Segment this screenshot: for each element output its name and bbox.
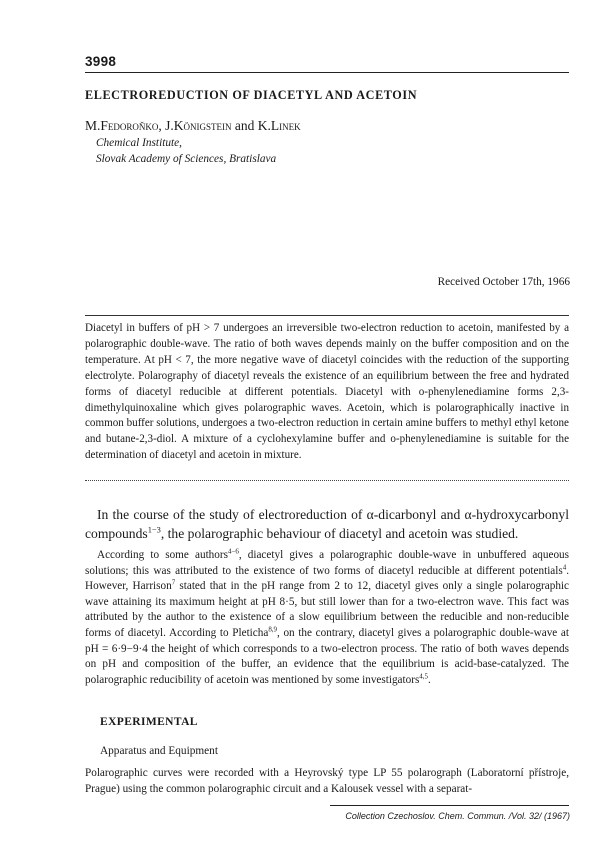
footer-rule [330,805,569,806]
author-list [85,118,301,134]
received-date: Received October 17th, 1966 [437,276,570,288]
citation-ref: 1−3 [147,523,161,534]
body-text: . However, Harrison [85,564,569,593]
citation-ref: 4,5 [419,672,428,681]
author-2-initial: J. [165,118,174,133]
author-3-initial: K. [257,118,271,133]
affiliation-academy: Slovak Academy of Sciences, Bratislava [96,153,277,165]
author-2-name: Königstein [173,118,232,133]
citation-ref: 8,9 [268,625,277,634]
journal-citation: Collection Czechoslov. Chem. Commun. /Vol. 32/ (1967) [345,811,570,821]
experimental-paragraph: Polarographic curves were recorded with a Heyrovský type LP 55 polarograph (Laboratorní přístroje, Prague) using the common polarographic circuit and a Kalousek vessel with a separat- [85,767,569,795]
author-1-initial: M. [85,118,101,133]
affiliation-institute: Chemical Institute, [96,137,182,149]
article-title: ELECTROREDUCTION OF DIACETYL AND ACETOIN [85,88,418,102]
author-3-name: Linek [270,118,301,133]
page-number: 3998 [85,54,117,69]
body-paragraph [85,548,569,688]
body-text: stated that in the pH range from 2 to 12, diacetyl gives only a single polarographic wave attaining its maximum height at pH 8·5, but still lower than for a two-electron wave. This fact was attributed by the author to the existence of a slow equilibrium between the reducible and non-reducible forms of diacetyl. According to Pleticha [85,580,570,639]
intro-text: , the polarographic behaviour of diacetyl and acetoin was studied. [160,525,519,541]
author-separator: and [231,118,258,133]
abstract-top-rule [85,315,569,316]
intro-paragraph [85,506,569,543]
body-text: . [427,673,431,686]
body-text: , diacetyl gives a polarographic double-wave in unbuffered aqueous solutions; this was attributed to the existence of two forms of diacetyl reducible at different potentials [85,549,569,577]
citation-ref: 7 [171,578,176,587]
citation-ref: 4 [562,562,567,571]
abstract-bottom-rule [85,480,569,481]
section-heading: EXPERIMENTAL [100,716,198,728]
body-text: According to some authors [97,549,228,561]
author-1-name: Fedoroňko [100,118,159,133]
header-rule [85,72,569,73]
subsection-heading: Apparatus and Equipment [100,745,218,757]
intro-text: In the course of the study of electroreduction of α-dicarbonyl and α-hydroxycarbonyl compounds [85,507,569,541]
abstract: Diacetyl in buffers of pH > 7 undergoes an irreversible two-electron reduction to acetoin, manifested by a polarographic double-wave. The ratio of both waves depends mainly on the buffer composition and on the temperature. At pH < 7, the more negative wave of diacetyl coincides with the reduction of the supporting electrolyte. Polarography of diacetyl reveals the existence of an equilibrium between the free and hydrated forms of diacetyl reducible at different potentials. Diacetyl with o-phenylenediamine forms 2,3-dimethylquinoxaline which gives polarographic waves. Acetoin, which is polarographically inactive in common buffer solutions, undergoes a two-electron reduction in certain amine buffers to methyl ethyl ketone and butane-2,3-diol. A mixture of a cyclohexylamine buffer and o-phenylenediamine is suitable for the determination of diacetyl and acetoin in mixture. [85,322,569,462]
citation-ref: 4−6 [227,547,239,556]
body-text: , on the contrary, diacetyl gives a polarographic double-wave at pH = 6·9−9·4 the height of which corresponds to a two-electron process. The ratio of both waves depends on pH and composition of the buffer, an evidence that the equilibrium is acid-base-catalyzed. The polarographic reducibility of acetoin was mentioned by some investigators [85,626,569,686]
author-separator: , [158,118,166,133]
